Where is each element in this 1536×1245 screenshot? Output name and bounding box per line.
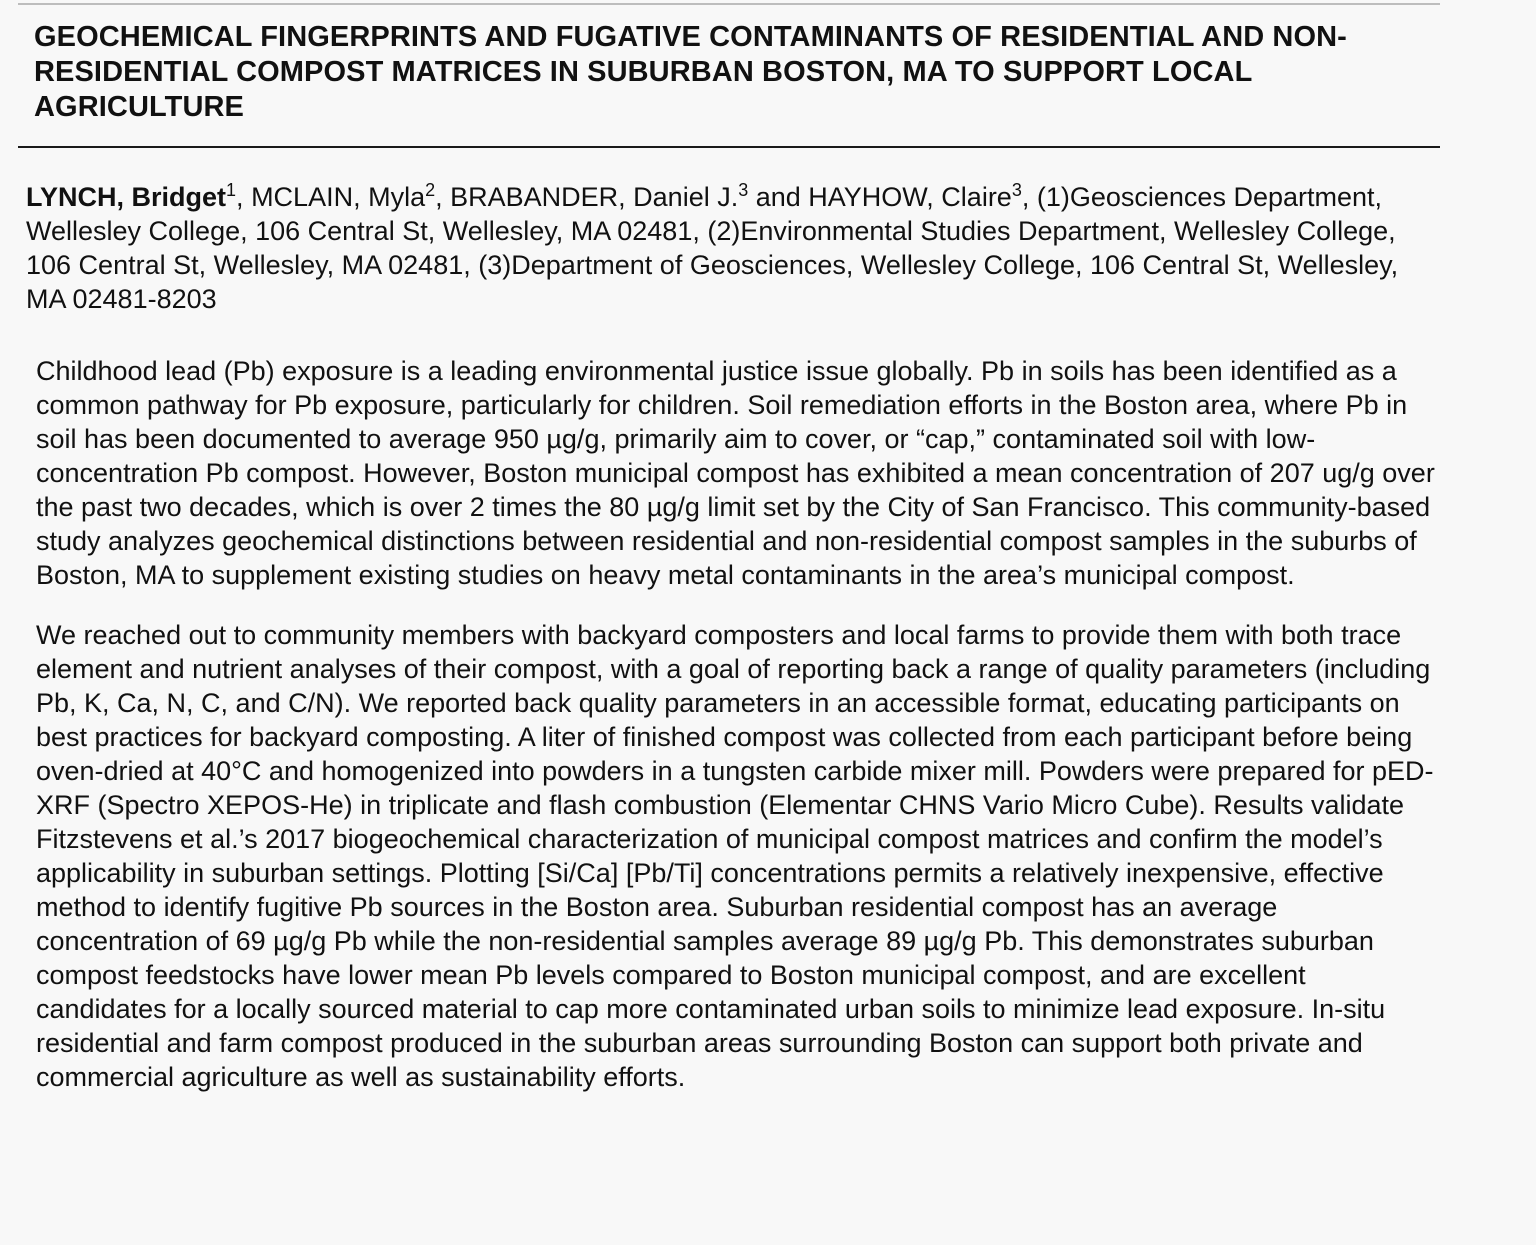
author-name: LYNCH, Bridget xyxy=(26,182,227,212)
author-separator: and xyxy=(748,182,809,212)
author-block xyxy=(26,180,1426,316)
author-affiliation-mark: 2 xyxy=(425,180,436,201)
author-name: HAYHOW, Claire xyxy=(808,182,1012,212)
top-divider xyxy=(18,3,1440,5)
author-affiliation-mark: 3 xyxy=(1011,180,1022,201)
abstract xyxy=(36,354,1436,1120)
title-divider xyxy=(18,146,1440,148)
author-name: BRABANDER, Daniel J. xyxy=(450,182,739,212)
abstract-paragraph: We reached out to community members with backyard composters and local farms to provide them with both trace element and nutrient analyses of their compost, with a goal of reporting back a range of quality parameters (including Pb, K, Ca, N, C, and C/N). We reported back quality parameters in an accessible format, educating participants on best practices for backyard composting. A liter of finished compost was collected from each participant before being oven-dried at 40°C and homogenized into powders in a tungsten carbide mixer mill. Powders were prepared for pED-XRF (Spectro XEPOS-He) in triplicate and flash combustion (Elementar CHNS Vario Micro Cube). Results validate Fitzstevens et al.’s 2017 biogeochemical characterization of municipal compost matrices and confirm the model’s applicability in suburban settings. Plotting [Si/Ca] [Pb/Ti] concentrations permits a relatively inexpensive, effective method to identify fugitive Pb sources in the Boston area. Suburban residential compost has an average concentration of 69 µg/g Pb while the non-residential samples average 89 µg/g Pb. This demonstrates suburban compost feedstocks have lower mean Pb levels compared to Boston municipal compost, and are excellent candidates for a locally sourced material to cap more contaminated urban soils to minimize lead exposure. In-situ residential and farm compost produced in the suburban areas surrounding Boston can support both private and commercial agriculture as well as sustainability efforts. xyxy=(36,620,1434,1092)
author-separator: , xyxy=(1021,182,1037,212)
affiliations: (1)Geosciences Department, Wellesley College, 106 Central St, Wellesley, MA 02481, (2)Environmental Studies Department, Wellesley College, 106 Central St, Wellesley, MA 02481, (3)Department of Geosciences, Wellesley College, 106 Central St, Wellesley, MA 02481-8203 xyxy=(26,182,1399,314)
paper-title: GEOCHEMICAL FINGERPRINTS AND FUGATIVE CONTAMINANTS OF RESIDENTIAL AND NON-RESIDENTIAL COMPOST MATRICES IN SUBURBAN BOSTON, MA TO SUPPORT LOCAL AGRICULTURE xyxy=(34,21,1347,123)
author-separator: , xyxy=(236,182,252,212)
author-name: MCLAIN, Myla xyxy=(251,182,426,212)
author-affiliation-mark: 3 xyxy=(738,180,749,201)
abstract-paragraph: Childhood lead (Pb) exposure is a leading environmental justice issue globally. Pb in soils has been identified as a common pathway for Pb exposure, particularly for children. Soil remediation efforts in the Boston area, where Pb in soil has been documented to average 950 µg/g, primarily aim to cover, or “cap,” contaminated soil with low-concentration Pb compost. However, Boston municipal compost has exhibited a mean concentration of 207 ug/g over the past two decades, which is over 2 times the 80 µg/g limit set by the City of San Francisco. This community-based study analyzes geochemical distinctions between residential and non-residential compost samples in the suburbs of Boston, MA to supplement existing studies on heavy metal contaminants in the area’s municipal compost. xyxy=(36,356,1435,590)
author-affiliation-mark: 1 xyxy=(226,180,237,201)
author-separator: , xyxy=(435,182,451,212)
